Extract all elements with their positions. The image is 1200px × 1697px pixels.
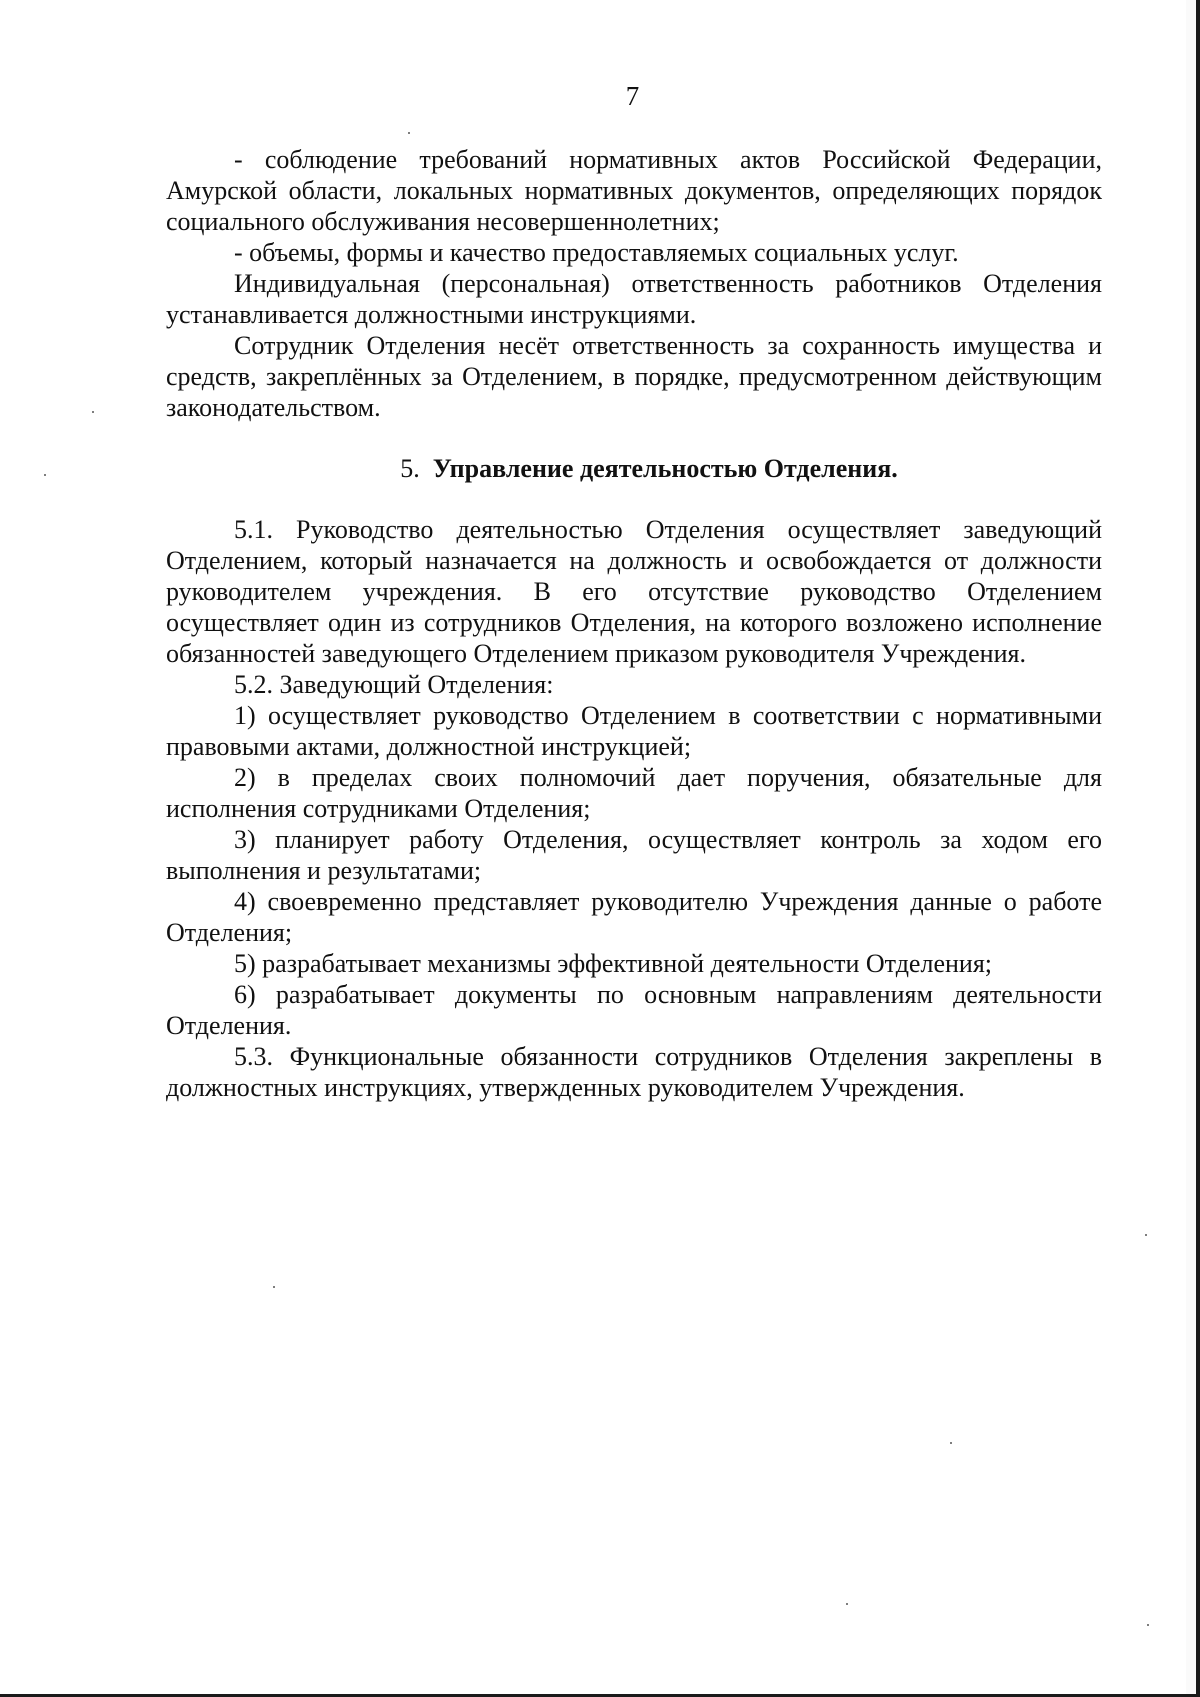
scan-speck <box>92 411 94 413</box>
paragraph: - объемы, формы и качество предоставляемых социальных услуг. <box>234 238 959 267</box>
list-item: 5) разрабатывает механизмы эффективной деятельности Отделения; <box>234 949 992 978</box>
scan-speck <box>44 474 46 476</box>
scan-speck <box>273 1286 275 1288</box>
paragraph: Индивидуальная (персональная) ответственность работников Отделения устанавливается должностными инструкциями. <box>166 269 1102 329</box>
page-number: 7 <box>625 81 640 111</box>
scan-speck <box>1145 1234 1147 1236</box>
list-item: 2) в пределах своих полномочий дает поручения, обязательные для исполнения сотрудниками Отделения; <box>166 763 1102 823</box>
paragraph: Сотрудник Отделения несёт ответственность за сохранность имущества и средств, закреплённых за Отделением, в порядке, предусмотренном действующим законодательством. <box>166 331 1102 422</box>
section-heading <box>166 453 1102 484</box>
scan-speck <box>950 1442 952 1444</box>
list-item: 3) планирует работу Отделения, осуществляет контроль за ходом его выполнения и результатами; <box>166 825 1102 885</box>
paragraph: 5.2. Заведующий Отделения: <box>234 670 554 699</box>
scan-edge-shadow <box>1186 0 1196 1697</box>
scan-speck <box>1147 1624 1149 1626</box>
document-body <box>166 144 1102 1103</box>
section-title: Управление деятельностью Отделения. <box>432 454 898 483</box>
list-item: 4) своевременно представляет руководителю Учреждения данные о работе Отделения; <box>166 887 1102 947</box>
paragraph: - соблюдение требований нормативных актов Российской Федерации, Амурской области, локальных нормативных документов, определяющих порядок социального обслуживания несовершеннолетних; <box>166 145 1102 236</box>
section-number: 5. <box>400 454 420 483</box>
scan-speck <box>408 132 410 134</box>
scan-edge-right <box>1196 0 1200 1697</box>
list-item: 1) осуществляет руководство Отделением в соответствии с нормативными правовыми актами, должностной инструкцией; <box>166 701 1102 761</box>
paragraph: 5.3. Функциональные обязанности сотрудников Отделения закреплены в должностных инструкциях, утвержденных руководителем Учреждения. <box>166 1042 1102 1102</box>
list-item: 6) разрабатывает документы по основным направлениям деятельности Отделения. <box>166 980 1102 1040</box>
scan-speck <box>846 1603 848 1605</box>
paragraph: 5.1. Руководство деятельностью Отделения осуществляет заведующий Отделением, который назначается на должность и освобождается от должности руководителем учреждения. В его отсутствие руководство Отделением осуществляет один из сотрудников Отделения, на которого возложено исполнение обязанностей заведующего Отделением приказом руководителя Учреждения. <box>166 515 1102 668</box>
